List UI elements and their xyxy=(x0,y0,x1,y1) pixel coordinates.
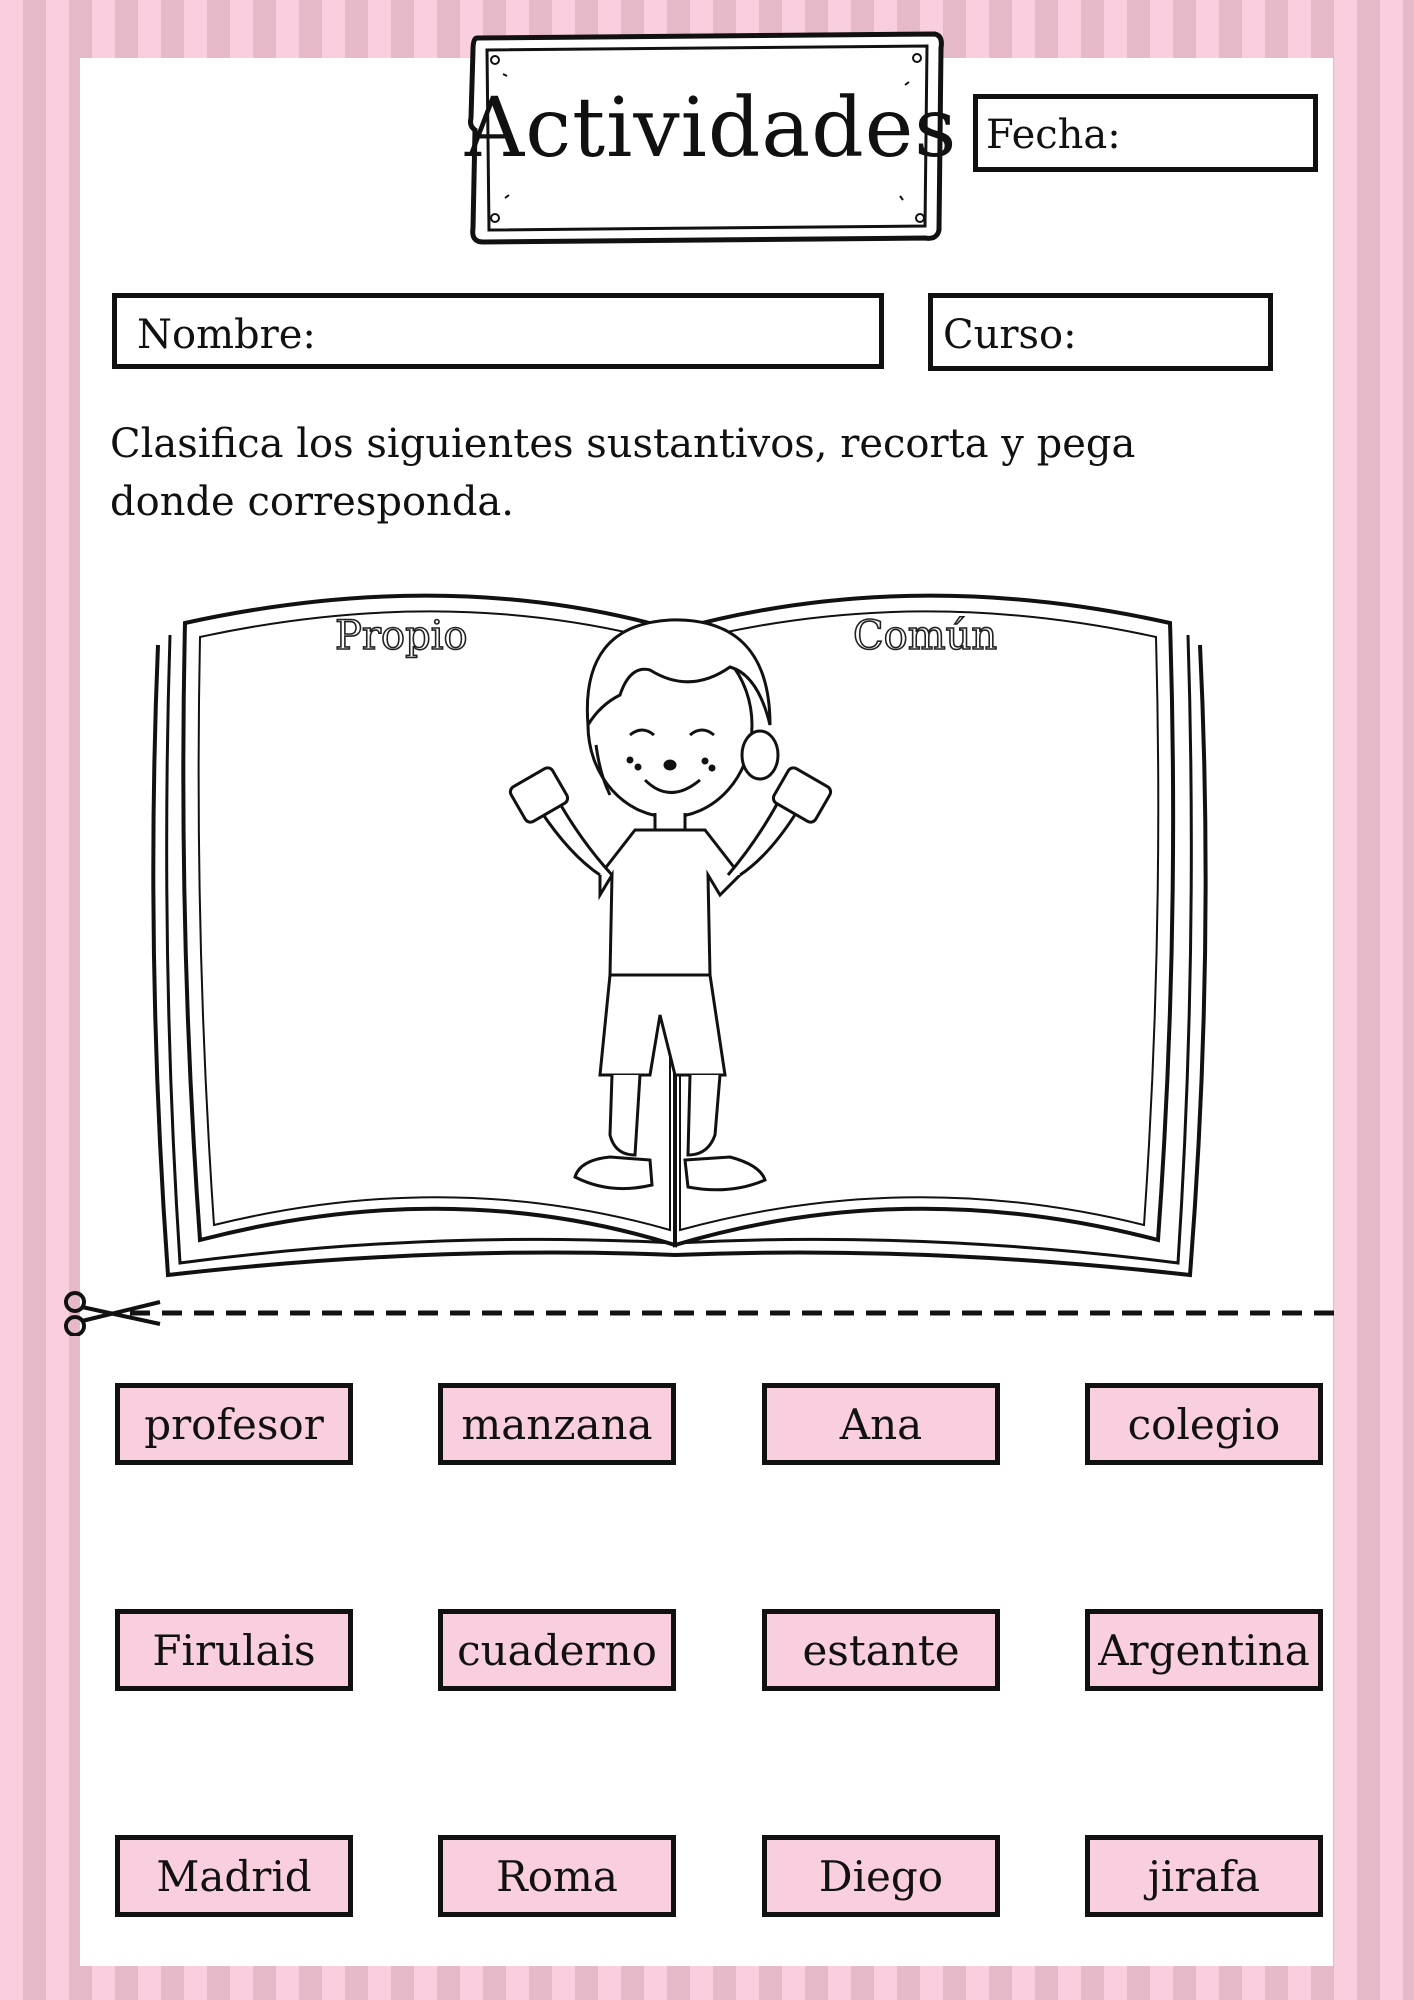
title-sign xyxy=(465,30,958,245)
open-book-illustration xyxy=(130,575,1230,1299)
word-card[interactable]: colegio xyxy=(1085,1383,1323,1465)
page-label-comun: Común xyxy=(853,613,998,659)
date-label: Fecha: xyxy=(986,112,1121,158)
word-card[interactable]: Firulais xyxy=(115,1609,353,1691)
instruction-text: Clasifica los siguientes sustantivos, recorta y pega donde corresponda. xyxy=(110,421,1136,525)
word-card[interactable]: Argentina xyxy=(1085,1609,1323,1691)
course-field[interactable] xyxy=(928,293,1273,371)
page-label-propio: Propio xyxy=(335,613,468,659)
date-field[interactable] xyxy=(973,94,1318,172)
word-card[interactable]: cuaderno xyxy=(438,1609,676,1691)
cut-line xyxy=(60,1290,1340,1336)
word-card[interactable]: Roma xyxy=(438,1835,676,1917)
word-card[interactable]: Diego xyxy=(762,1835,1000,1917)
word-card[interactable]: jirafa xyxy=(1085,1835,1323,1917)
name-field[interactable] xyxy=(112,293,884,369)
word-card[interactable]: Ana xyxy=(762,1383,1000,1465)
course-label: Curso: xyxy=(943,312,1077,358)
word-card[interactable]: profesor xyxy=(115,1383,353,1465)
word-card[interactable]: Madrid xyxy=(115,1835,353,1917)
name-label: Nombre: xyxy=(137,312,316,358)
word-card[interactable]: estante xyxy=(762,1609,1000,1691)
word-card[interactable]: manzana xyxy=(438,1383,676,1465)
book-drawing xyxy=(130,575,1230,1295)
page-title: Actividades xyxy=(465,81,958,176)
